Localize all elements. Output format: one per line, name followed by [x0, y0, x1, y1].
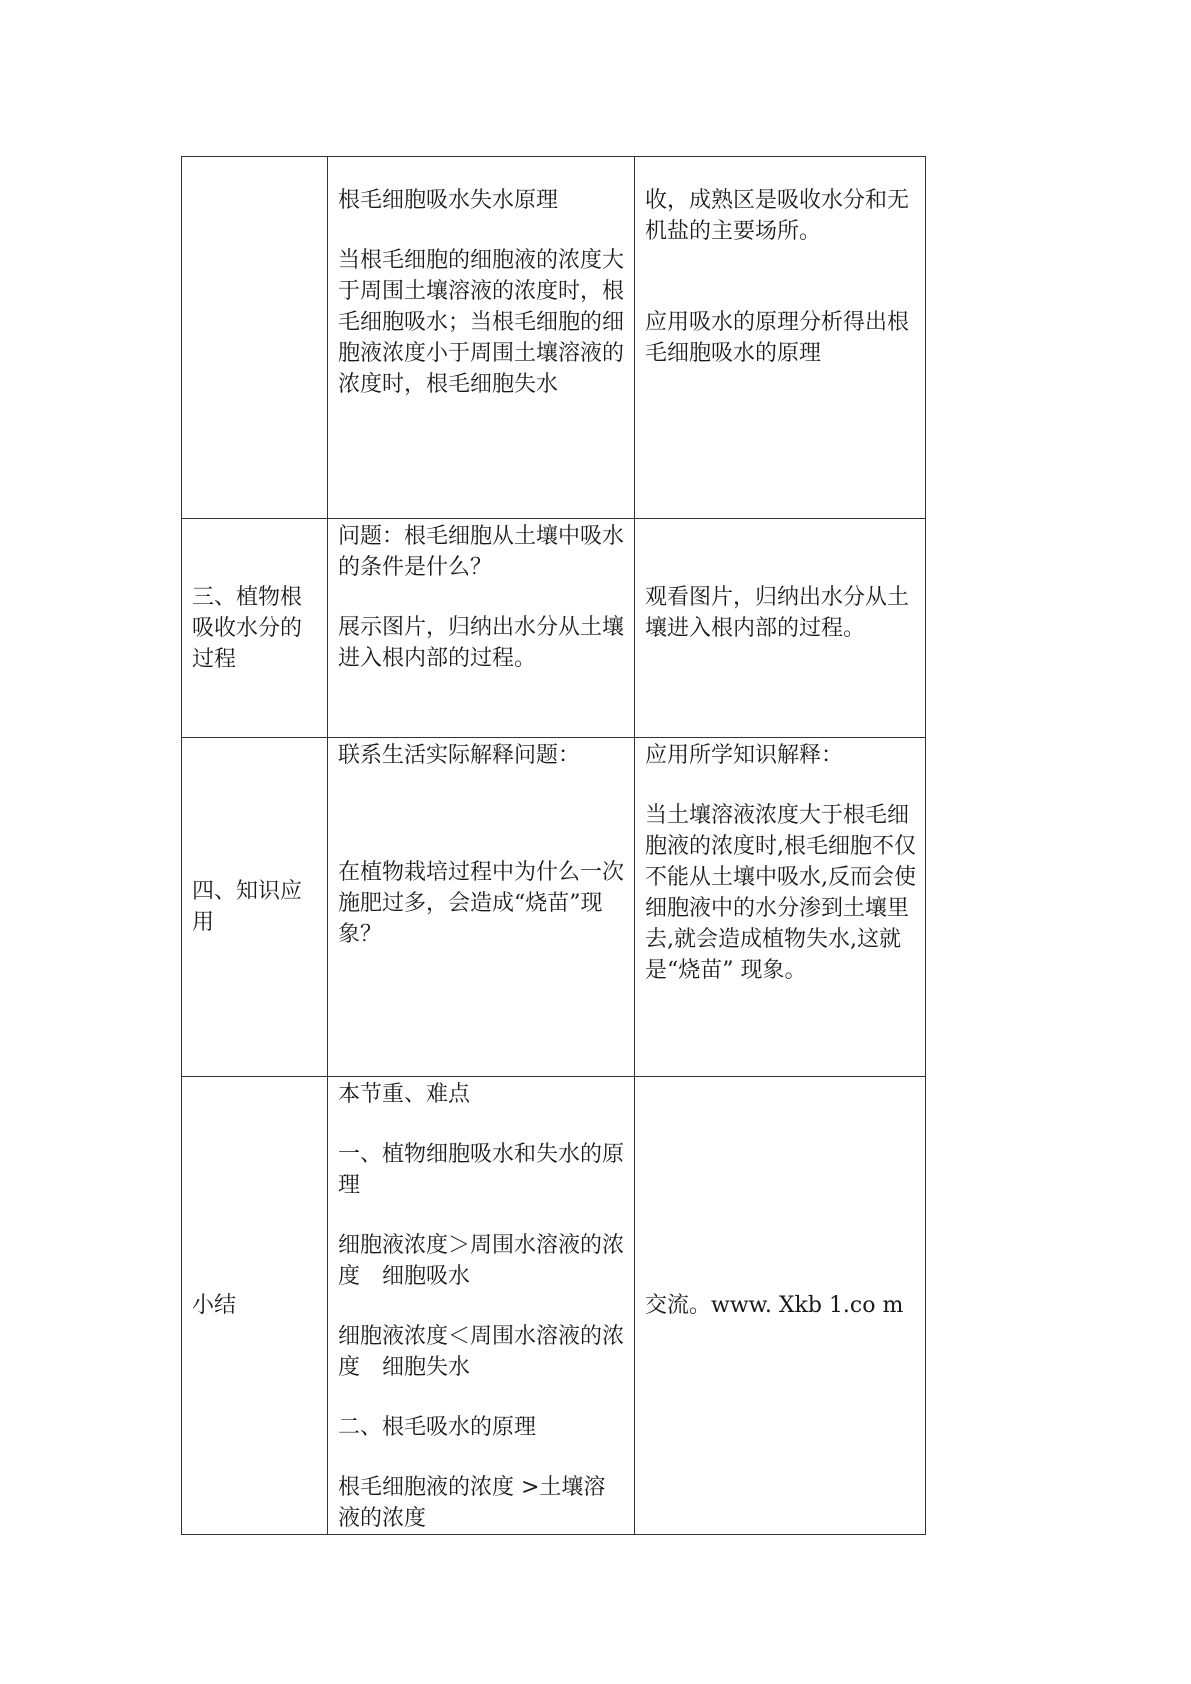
student-activity-cell — [635, 157, 926, 519]
student-activity-cell — [635, 1077, 926, 1535]
student-text: 交流。www. Xkb 1.co m — [645, 1293, 904, 1318]
table-row — [182, 519, 926, 738]
table-row — [182, 157, 926, 519]
table-row — [182, 738, 926, 1077]
stage-label: 四、知识应用 — [192, 879, 303, 935]
teacher-text: 根毛细胞液的浓度 >土壤溶液的浓度 — [338, 1475, 606, 1531]
stage-label: 三、植物根吸收水分的过程 — [192, 584, 303, 672]
teacher-text: 细胞液浓度＜周围水溶液的浓度 细胞失水 — [338, 1324, 625, 1380]
teacher-text: 问题：根毛细胞从土壤中吸水的条件是什么？ — [338, 524, 625, 580]
teacher-text: 根毛细胞吸水失水原理 — [338, 188, 559, 213]
teacher-text: 当根毛细胞的细胞液的浓度大于周围土壤溶液的浓度时，根毛细胞吸水；当根毛细胞的细胞液浓度小于周围土壤溶液的浓度时，根毛细胞失水 — [338, 248, 625, 397]
stage-cell — [182, 157, 328, 519]
student-activity-cell — [635, 738, 926, 1077]
teacher-text: 本节重、难点 — [338, 1082, 471, 1107]
stage-cell — [182, 519, 328, 738]
teacher-text: 二、根毛吸水的原理 — [338, 1415, 537, 1440]
student-text: 收，成熟区是吸收水分和无机盐的主要场所。 — [645, 188, 910, 244]
table-row — [182, 1077, 926, 1535]
teacher-text: 在植物栽培过程中为什么一次施肥过多，会造成“烧苗”现象？ — [338, 860, 625, 947]
teacher-activity-cell — [328, 157, 635, 519]
stage-cell — [182, 1077, 328, 1535]
student-text: 应用吸水的原理分析得出根毛细胞吸水的原理 — [645, 310, 910, 366]
stage-label: 小结 — [192, 1293, 237, 1318]
student-text: 观看图片，归纳出水分从土壤进入根内部的过程。 — [645, 585, 910, 641]
student-activity-cell — [635, 519, 926, 738]
student-text: 当土壤溶液浓度大于根毛细胞液的浓度时,根毛细胞不仅不能从土壤中吸水,反而会使细胞液中的水分渗到土壤里去,就会造成植物失水,这就是“烧苗” 现象。 — [645, 803, 916, 983]
teacher-text: 展示图片，归纳出水分从土壤进入根内部的过程。 — [338, 615, 625, 671]
stage-cell — [182, 738, 328, 1077]
teacher-activity-cell — [328, 519, 635, 738]
teacher-text: 一、植物细胞吸水和失水的原理 — [338, 1142, 625, 1198]
student-text: 应用所学知识解释： — [645, 743, 844, 768]
teacher-activity-cell — [328, 738, 635, 1077]
teacher-text: 联系生活实际解释问题： — [338, 743, 581, 768]
teacher-activity-cell — [328, 1077, 635, 1535]
teacher-text: 细胞液浓度＞周围水溶液的浓度 细胞吸水 — [338, 1233, 625, 1289]
lesson-plan-table — [181, 156, 926, 1535]
